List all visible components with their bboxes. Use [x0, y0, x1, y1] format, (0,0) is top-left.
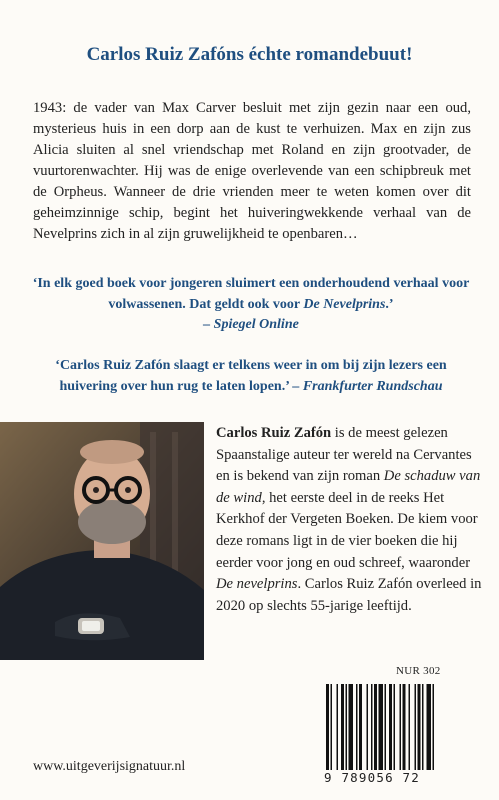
barcode-bar — [379, 684, 384, 770]
quote-text: ‘In elk goed boek voor jongeren sluimert een onderhoudend verhaal voor volwassenen. Dat geldt ook voor — [32, 276, 470, 312]
barcode — [324, 684, 472, 770]
barcode-bar — [337, 684, 339, 770]
barcode-bar — [374, 684, 377, 770]
bio-book-title: De nevelprins — [216, 576, 298, 593]
barcode-bar — [359, 684, 362, 770]
barcode-bar — [349, 684, 354, 770]
barcode-bar — [371, 684, 373, 770]
barcode-bar — [427, 684, 432, 770]
quote-source: – Spiegel Online — [203, 317, 299, 332]
quote-text: ‘Carlos Ruiz Zafón slaagt er telkens weer in om bij zijn lezers een huivering over hun rug te laten lopen.’ — [55, 358, 447, 394]
author-portrait-illustration — [0, 422, 204, 660]
publisher-website: www.uitgeverijsignatuur.nl — [33, 759, 186, 774]
nur-code: NUR 302 — [396, 665, 441, 677]
barcode-bar — [367, 684, 369, 770]
bio-text: is de meest gelezen Spaanstalige auteur ter wereld na Cervantes en is bekend van zijn roman — [216, 425, 472, 485]
barcode-bar — [403, 684, 406, 770]
barcode-bar — [415, 684, 417, 770]
quote-spiegel — [28, 274, 474, 336]
quote-text-end: .’ — [385, 296, 394, 312]
bio-text: , het eerste deel in de reeks Het Kerkhof der Vergeten Boeken. De kiem voor deze romans ligt in de vier boeken die hij eerder voor jong en oud schreef, waaronder — [216, 489, 478, 571]
barcode-bar — [422, 684, 424, 770]
barcode-bar — [433, 684, 435, 770]
barcode-bar — [341, 684, 344, 770]
bio-text: . Carlos Ruiz Zafón overleed in 2020 op slechts 55-jarige leeftijd. — [216, 576, 482, 614]
blurb-text: 1943: de vader van Max Carver besluit met zijn gezin naar een oud, mysterieus huis in een dorp aan de kust te verhuizen. Max en zijn zus Alicia sluiten al snel vriendschap met Roland en zijn grootvader, de vuurtorenwachter. Hij was de enige overlevende van een schipbreuk met de Orpheus. Wanneer de drie vrienden meer te weten komen over dit geheimzinnige schip, begint het huiveringwekkende verhaal van de Nevelprins zich in al zijn gruwelijkheid te openbaren… — [33, 100, 471, 242]
quote-frankfurter — [28, 356, 474, 397]
barcode-bar — [389, 684, 392, 770]
quote-source: – Frankfurter Rundschau — [292, 378, 443, 394]
quote-book-title: De Nevelprins — [303, 296, 386, 312]
tagline: Carlos Ruiz Zafóns échte romandebuut! — [86, 44, 413, 65]
author-photo — [0, 422, 204, 660]
barcode-bar — [346, 684, 348, 770]
barcode-bar — [331, 684, 333, 770]
author-name: Carlos Ruiz Zafón — [216, 425, 332, 441]
barcode-bar — [409, 684, 411, 770]
barcode-bar — [326, 684, 329, 770]
barcode-bar — [418, 684, 421, 770]
barcode-bar — [394, 684, 396, 770]
author-bio — [216, 423, 486, 617]
barcode-bar — [385, 684, 387, 770]
bio-book-title: De schaduw van de wind — [216, 468, 481, 506]
isbn-number: 9 789056 72 — [324, 770, 420, 785]
barcode-bar — [400, 684, 402, 770]
barcode-bar — [356, 684, 358, 770]
